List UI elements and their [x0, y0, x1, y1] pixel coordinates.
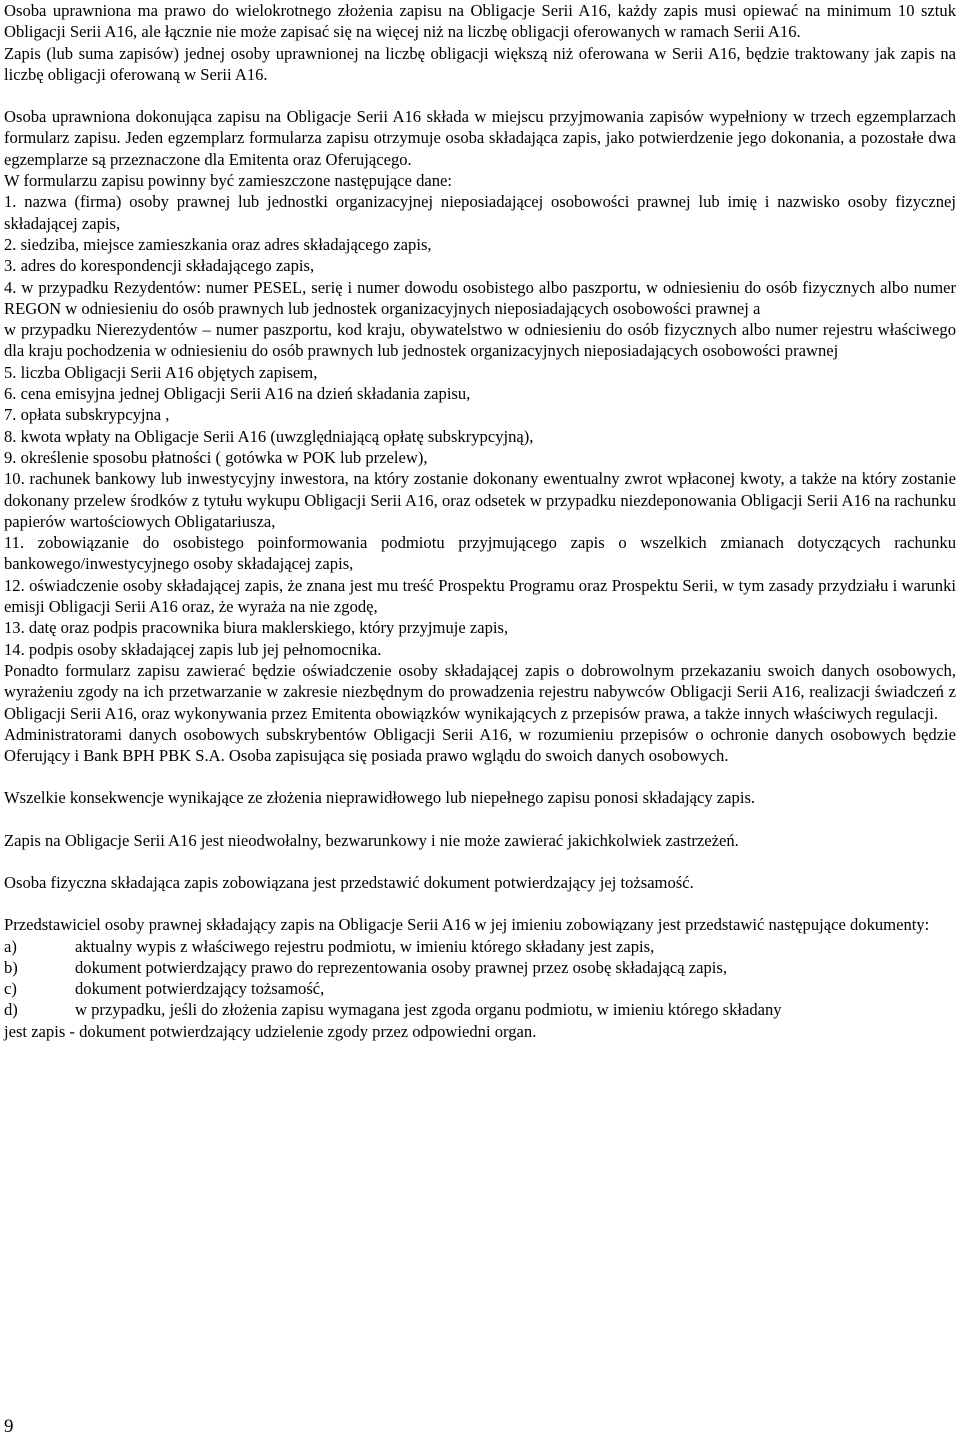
list-item-13: 13. datę oraz podpis pracownika biura maklerskiego, który przyjmuje zapis, [4, 618, 509, 638]
list-item-6: 6. cena emisyjna jednej Obligacji Serii A16 na dzień składania zapisu, [4, 384, 471, 404]
document-list-label: a) [4, 936, 17, 956]
paragraph-form-submission: Osoba uprawniona dokonująca zapisu na Obligacje Serii A16 składa w miejscu przyjmowania zapisów wypełniony w trzech egzemplarzach formularz zapisu. Jeden egzemplarz formularza zapisu otrzymuje osoba składająca zapis, jako potwierdzenie jego dokonania, a pozostałe dwa egzemplarze są przeznaczone dla Emitenta oraz Oferującego. [4, 107, 956, 169]
list-item-11: 11. zobowiązanie do osobistego poinformowania podmiotu przyjmującego zapis o wszelkich zmianach dotyczących rachunku bankowego/inwestycyjnego osoby składającej zapis, [4, 533, 956, 574]
list-item-12: 12. oświadczenie osoby składającej zapis, że znana jest mu treść Prospektu Programu oraz Prospektu Serii, w tym zasady przydziału i warunki emisji Obligacji Serii A16 oraz, że wyraża na nie zgodę, [4, 575, 956, 617]
paragraph-excess-subscription: Zapis (lub suma zapisów) jednej osoby uprawnionej na liczbę obligacji większą niż oferowana w Serii A16, będzie traktowany jak zapis na liczbę obligacji oferowaną w Serii A16. [4, 43, 956, 84]
list-item-4: 4. w przypadku Rezydentów: numer PESEL, serię i numer dowodu osobistego albo paszportu, w odniesieniu do osób fizycznych albo numer REGON w odniesieniu do osób prawnych lub jednostek organizacyjnych nieposiadających osobowości prawnej a [4, 277, 956, 318]
list-item-8: 8. kwota wpłaty na Obligacje Serii A16 (uwzględniającą opłatę subskrypcyjną), [4, 426, 534, 446]
list-item-7: 7. opłata subskrypcyjna , [4, 405, 170, 425]
document-list-item-a [4, 936, 956, 957]
paragraph-irrevocable: Zapis na Obligacje Serii A16 jest nieodwołalny, bezwarunkowy i nie może zawierać jakichkolwiek zastrzeżeń. [4, 830, 739, 850]
list-item-10: 10. rachunek bankowy lub inwestycyjny inwestora, na który zostanie dokonany ewentualny zwrot wpłaconej kwoty, a także na który zostanie dokonany przelew środków z tytułu wykupu Obligacji Serii A16, oraz odsetek w przypadku niezdeponowania Obligacji Serii A16 na rachunku papierów wartościowych Obligatariusza, [4, 469, 956, 531]
list-item-4-nonresidents: w przypadku Nierezydentów – numer paszportu, kod kraju, obywatelstwo w odniesieniu do osób fizycznych albo numer rejestru właściwego dla kraju pochodzenia w odniesieniu do osób prawnych lub jednostek organizacyjnych nieposiadających osobowości prawnej [4, 320, 956, 361]
document-list-text: dokument potwierdzający tożsamość, [75, 979, 325, 999]
paragraph-consequences: Wszelkie konsekwencje wynikające ze złożenia nieprawidłowego lub niepełnego zapisu ponosi składający zapis. [4, 788, 756, 808]
list-item-1: 1. nazwa (firma) osoby prawnej lub jednostki organizacyjnej nieposiadającej osobowości prawnej lub imię i nazwisko osoby fizycznej składającej zapis, [4, 192, 956, 233]
list-item-5: 5. liczba Obligacji Serii A16 objętych zapisem, [4, 362, 318, 382]
list-item-14: 14. podpis osoby składającej zapis lub jej pełnomocnika. [4, 639, 382, 659]
document-body [4, 0, 956, 1042]
document-list-item-d-continuation: jest zapis - dokument potwierdzający udzielenie zgody przez odpowiedni organ. [4, 1021, 537, 1041]
document-list-text: aktualny wypis z właściwego rejestru podmiotu, w imieniu którego składany jest zapis, [75, 936, 655, 956]
document-list-label: b) [4, 957, 18, 977]
paragraph-representative: Przedstawiciel osoby prawnej składający zapis na Obligacje Serii A16 w jej imieniu zobowiązany jest przedstawić następujące dokumenty: [4, 915, 930, 935]
document-list-item-d [4, 999, 956, 1020]
paragraph-identity: Osoba fizyczna składająca zapis zobowiązana jest przedstawić dokument potwierdzający jej tożsamość. [4, 872, 694, 892]
paragraph-data-administrators: Administratorami danych osobowych subskrybentów Obligacji Serii A16, w rozumieniu przepisów o ochronie danych osobowych będzie Oferujący i Bank BPH PBK S.A. Osoba zapisująca się posiada prawo wglądu do swoich danych osobowych. [4, 724, 956, 766]
document-list-text: w przypadku, jeśli do złożenia zapisu wymagana jest zgoda organu podmiotu, w imieniu którego składany [75, 1000, 782, 1020]
list-item-3: 3. adres do korespondencji składającego zapis, [4, 256, 315, 276]
document-list-label: c) [4, 979, 17, 999]
page-number: 9 [4, 1416, 14, 1437]
document-list-text: dokument potwierdzający prawo do reprezentowania osoby prawnej przez osobę składającą zapis, [75, 957, 727, 977]
document-list-item-c [4, 978, 956, 999]
paragraph-data-consent: Ponadto formularz zapisu zawierać będzie oświadczenie osoby składającej zapis o dobrowolnym przekazaniu swoich danych osobowych, wyrażeniu zgody na ich przetwarzanie w zakresie niezbędnym do prowadzenia rejestru nabywców Obligacji Serii A16, realizacji świadczeń z Obligacji Serii A16, oraz wykonywania przez Emitenta obowiązków wynikających z przepisów prawa, a także innych właściwych regulacji. [4, 660, 956, 723]
list-item-9: 9. określenie sposobu płatności ( gotówka w POK lub przelew), [4, 447, 428, 467]
paragraph-multiple-subscriptions: Osoba uprawniona ma prawo do wielokrotnego złożenia zapisu na Obligacje Serii A16, każdy zapis musi opiewać na minimum 10 sztuk Obligacji Serii A16, ale łącznie nie może zapisać się na więcej niż na liczbę obligacji oferowanych w ramach Serii A16. [4, 1, 956, 42]
document-list-item-b [4, 957, 956, 978]
list-item-2: 2. siedziba, miejsce zamieszkania oraz adres składającego zapis, [4, 234, 432, 254]
document-list-label: d) [4, 1000, 18, 1020]
paragraph-form-fields-heading: W formularzu zapisu powinny być zamieszczone następujące dane: [4, 171, 452, 191]
